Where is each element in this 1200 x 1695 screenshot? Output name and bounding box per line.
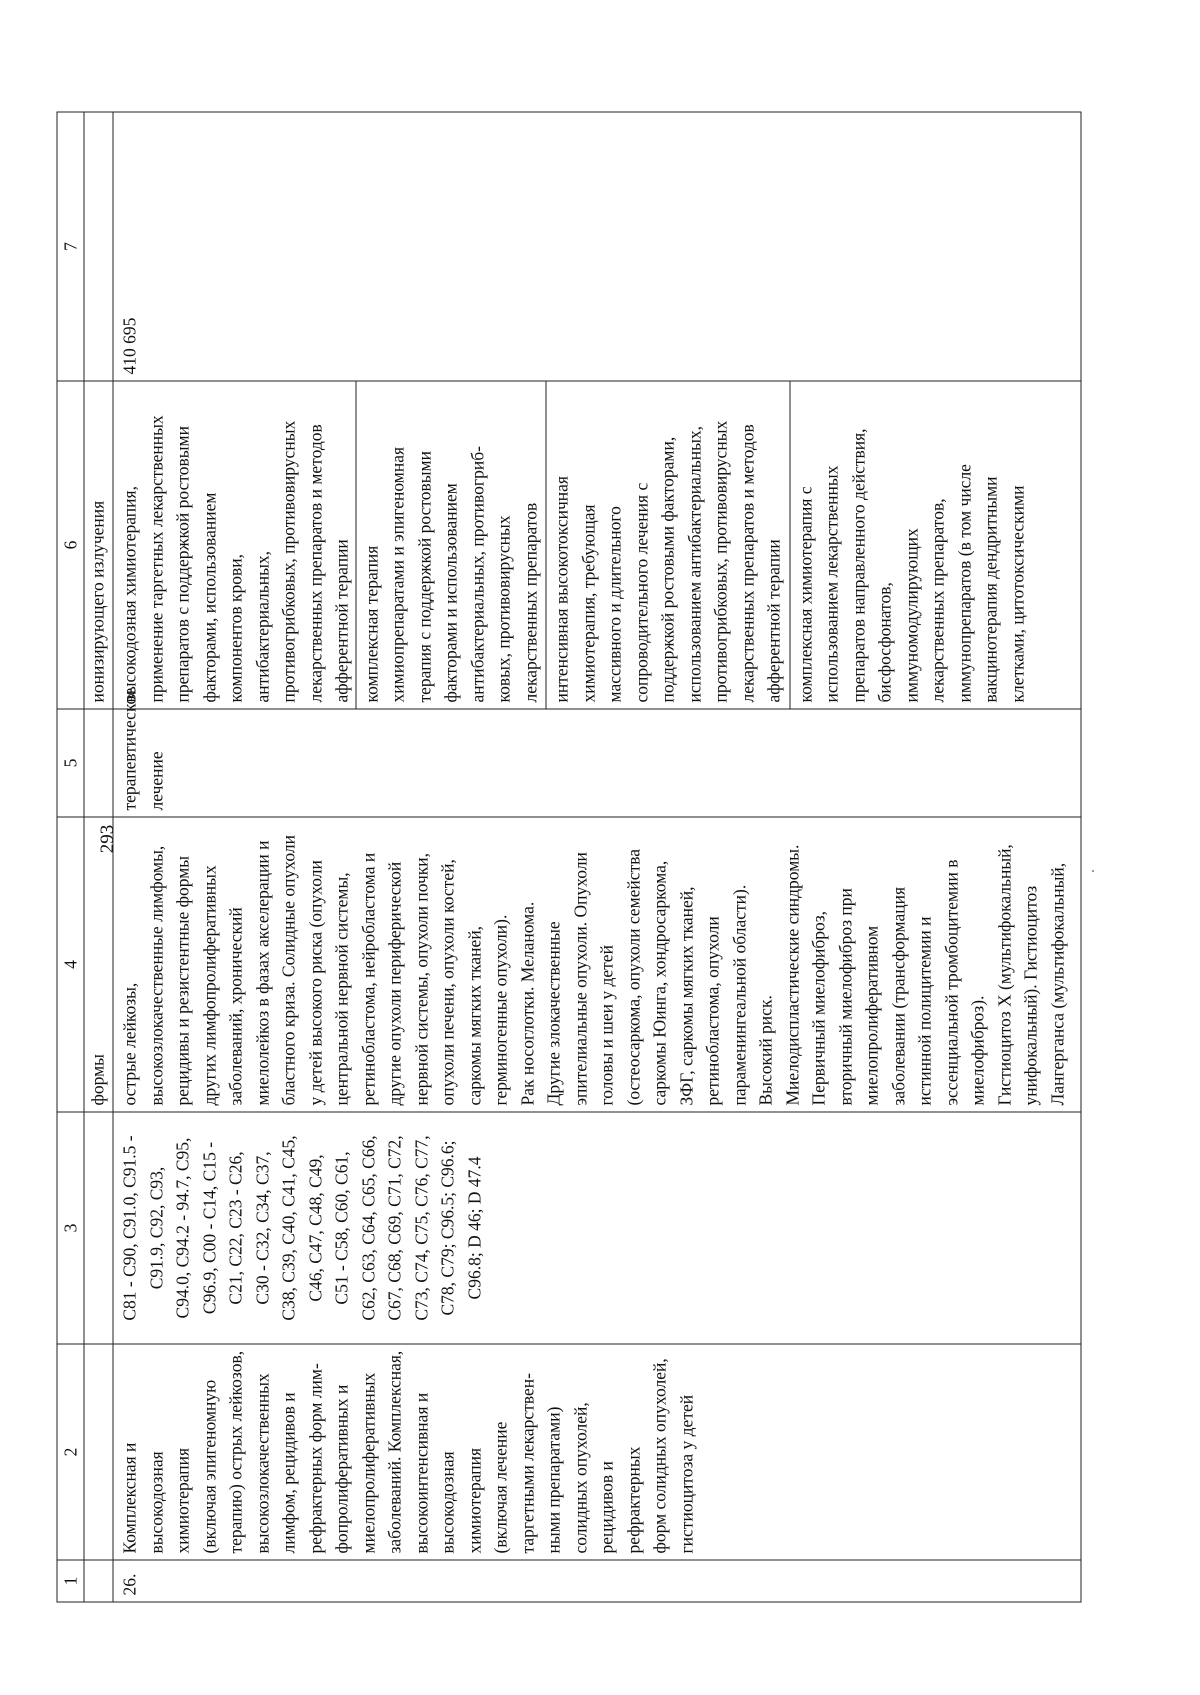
patient-model: острые лейкозы, высокозлокачественные лимфомы, рецидивы и резистентные формы других лимфопролиферативных заболеваний, хронический миелолейкоз в фазах акселерации и бластного криза. Солидные опухоли у детей высокого риска (опухоли центральной нервной системы, ретинобластома, нейробластома и другие опухоли периферической нервной системы, опухоли почки, опухоли печени, опухоли костей, саркомы мягких тканей, герминогенные опухоли). Рак носоглотки. Меланома. Другие злокачественные эпителиальные опухоли. Опухоли головы и шеи у детей (остеосаркома, опухоли семейства саркомы Юинга, хондросаркома, ЗФГ, саркомы мягких тканей, ретинобластома, опухоли параменингеальной области). Высокий риск. Миелодиспластические синдромы. Первичный миелофиброз, вторичный миелофиброз при миелопролиферативном заболевании (трансформация истинной полицитемии и эссенциальной тромбоцитемии в миелофиброз). Гистиоцитоз X (мультифокальный, унифокальный). Гистиоцитоз Лангерганса (мультифокальный,: [113, 817, 1081, 1112]
cost-value: 410 695: [113, 112, 1081, 381]
method-block-3: интенсивная высокотоксичная химиотерапия, требующая массивного и длительного сопроводительного лечения с поддержкой ростовыми факторами, использованием антибактериальных, противогрибковых, противовирусных лекарственных препаратов и методов афферентной терапии: [546, 382, 790, 709]
page-number: 293: [97, 824, 118, 854]
row-number: 26.: [113, 1560, 1081, 1602]
col-header-2: 2: [57, 1344, 84, 1560]
col-header-3: 3: [57, 1112, 84, 1344]
cont-cell-1: [84, 1560, 113, 1602]
icd-codes: C81 - C90, C91.0, C91.5 - C91.9, C92, C93, C94.0, C94.2 - 94.7, C95, C96.9, C00 - C14, C15 - C21, C22, C23 - C26, C30 - C32, C34, C37, C38, C39, C40, C41, C45, C46, C47, C48, C49, C51 - C58, C60, C61, C62, C63, C64, C65, C66, C67, C68, C69, C71, C72, C73, C74, C75, C76, C77, C78, C79; C96.5; C96.6; C96.8; D 46; D 47.4: [113, 1112, 1081, 1344]
cont-cell-4: формы: [84, 817, 113, 1112]
method-block-2: комплексная терапия химиопрепаратами и эпигеномная терапия с поддержкой ростовыми факторами и использованием антибактериальных, противогриб- ковых, противовирусных лекарственных препаратов: [355, 382, 546, 709]
continuation-row: [84, 112, 113, 1602]
treatment-methods: [113, 381, 1081, 709]
col-header-1: 1: [57, 1560, 84, 1602]
cont-cell-2: [84, 1344, 113, 1560]
cont-cell-3: [84, 1112, 113, 1344]
table-row: [113, 112, 1081, 1602]
col-header-5: 5: [57, 709, 84, 817]
cont-cell-5: [84, 709, 113, 817]
method-block-1: высокодозная химиотерапия, применение таргетных лекарственных препаратов с поддержкой ростовыми факторами, использованием компонентов крови, антибактериальных, противогрибковых, противовирусных лекарственных препаратов и методов афферентной терапии: [119, 415, 352, 703]
cont-cell-7: [84, 112, 113, 381]
header-row: [57, 112, 84, 1602]
col-header-4: 4: [57, 817, 84, 1112]
medical-care-table: [57, 112, 1082, 1603]
scan-artifact: [1092, 870, 1094, 872]
cont-cell-6: ионизирующего излучения: [84, 381, 113, 709]
method-block-4: комплексная химиотерапия с использованием лекарственных препаратов направленного действия, бисфосфонатов, иммуномодулирующих лекарственных препаратов, иммунопрепаратов (в том числе вакцинотерапия дендритными клетками, цитотоксическими: [789, 382, 1033, 709]
col-header-7: 7: [57, 112, 84, 381]
rotated-table-wrapper: [57, 113, 1082, 1603]
col-header-6: 6: [57, 381, 84, 709]
care-type-name: Комплексная и высокодозная химиотерапия (включая эпигеномную терапию) острых лейкозов, высокозлокачественных лимфом, рецидивов и рефрактерных форм лим- фопролиферативных и миелопролиферативных заболеваний. Комплексная, высокоинтенсивная и высокодозная химиотерапия (включая лечение таргетными лекарствен- ными препаратами) солидных опухолей, рецидивов и рефрактерных форм солидных опухолей, гистиоцитоза у детей: [113, 1344, 1081, 1560]
treatment-type: терапевтическое лечение: [113, 709, 1081, 817]
